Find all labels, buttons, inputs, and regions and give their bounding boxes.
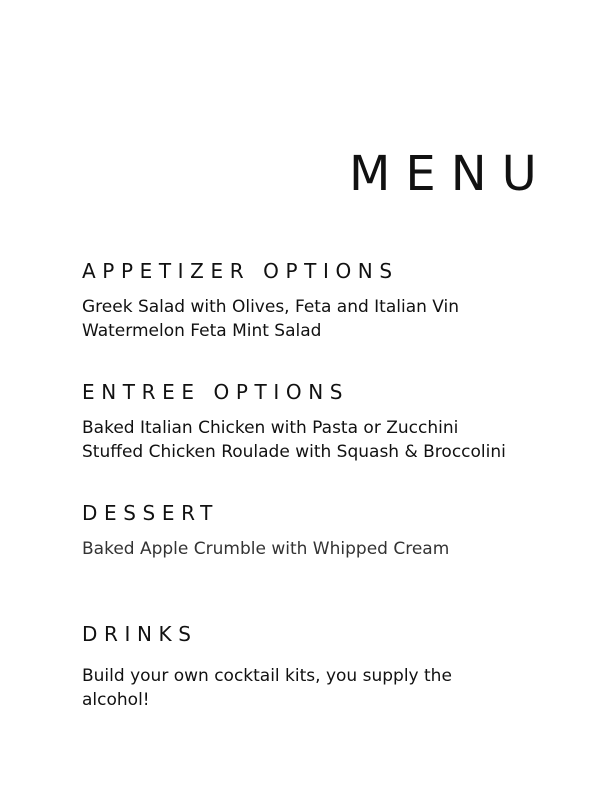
appetizer-item: Watermelon Feta Mint Salad [82, 321, 322, 341]
dessert-heading: DESSERT [82, 501, 219, 525]
entree-item: Baked Italian Chicken with Pasta or Zucchini [82, 418, 459, 438]
dessert-item: Baked Apple Crumble with Whipped Cream [82, 539, 450, 559]
entree-heading: ENTREE OPTIONS [82, 380, 350, 404]
drinks-item: Build your own cocktail kits, you supply the alcohol! [82, 666, 452, 710]
menu-title: MENU [349, 146, 552, 202]
appetizer-item: Greek Salad with Olives, Feta and Italian Vin [82, 297, 460, 317]
appetizer-heading: APPETIZER OPTIONS [82, 259, 399, 283]
drinks-heading: DRINKS [82, 622, 198, 646]
entree-item: Stuffed Chicken Roulade with Squash & Broccolini [82, 442, 506, 462]
